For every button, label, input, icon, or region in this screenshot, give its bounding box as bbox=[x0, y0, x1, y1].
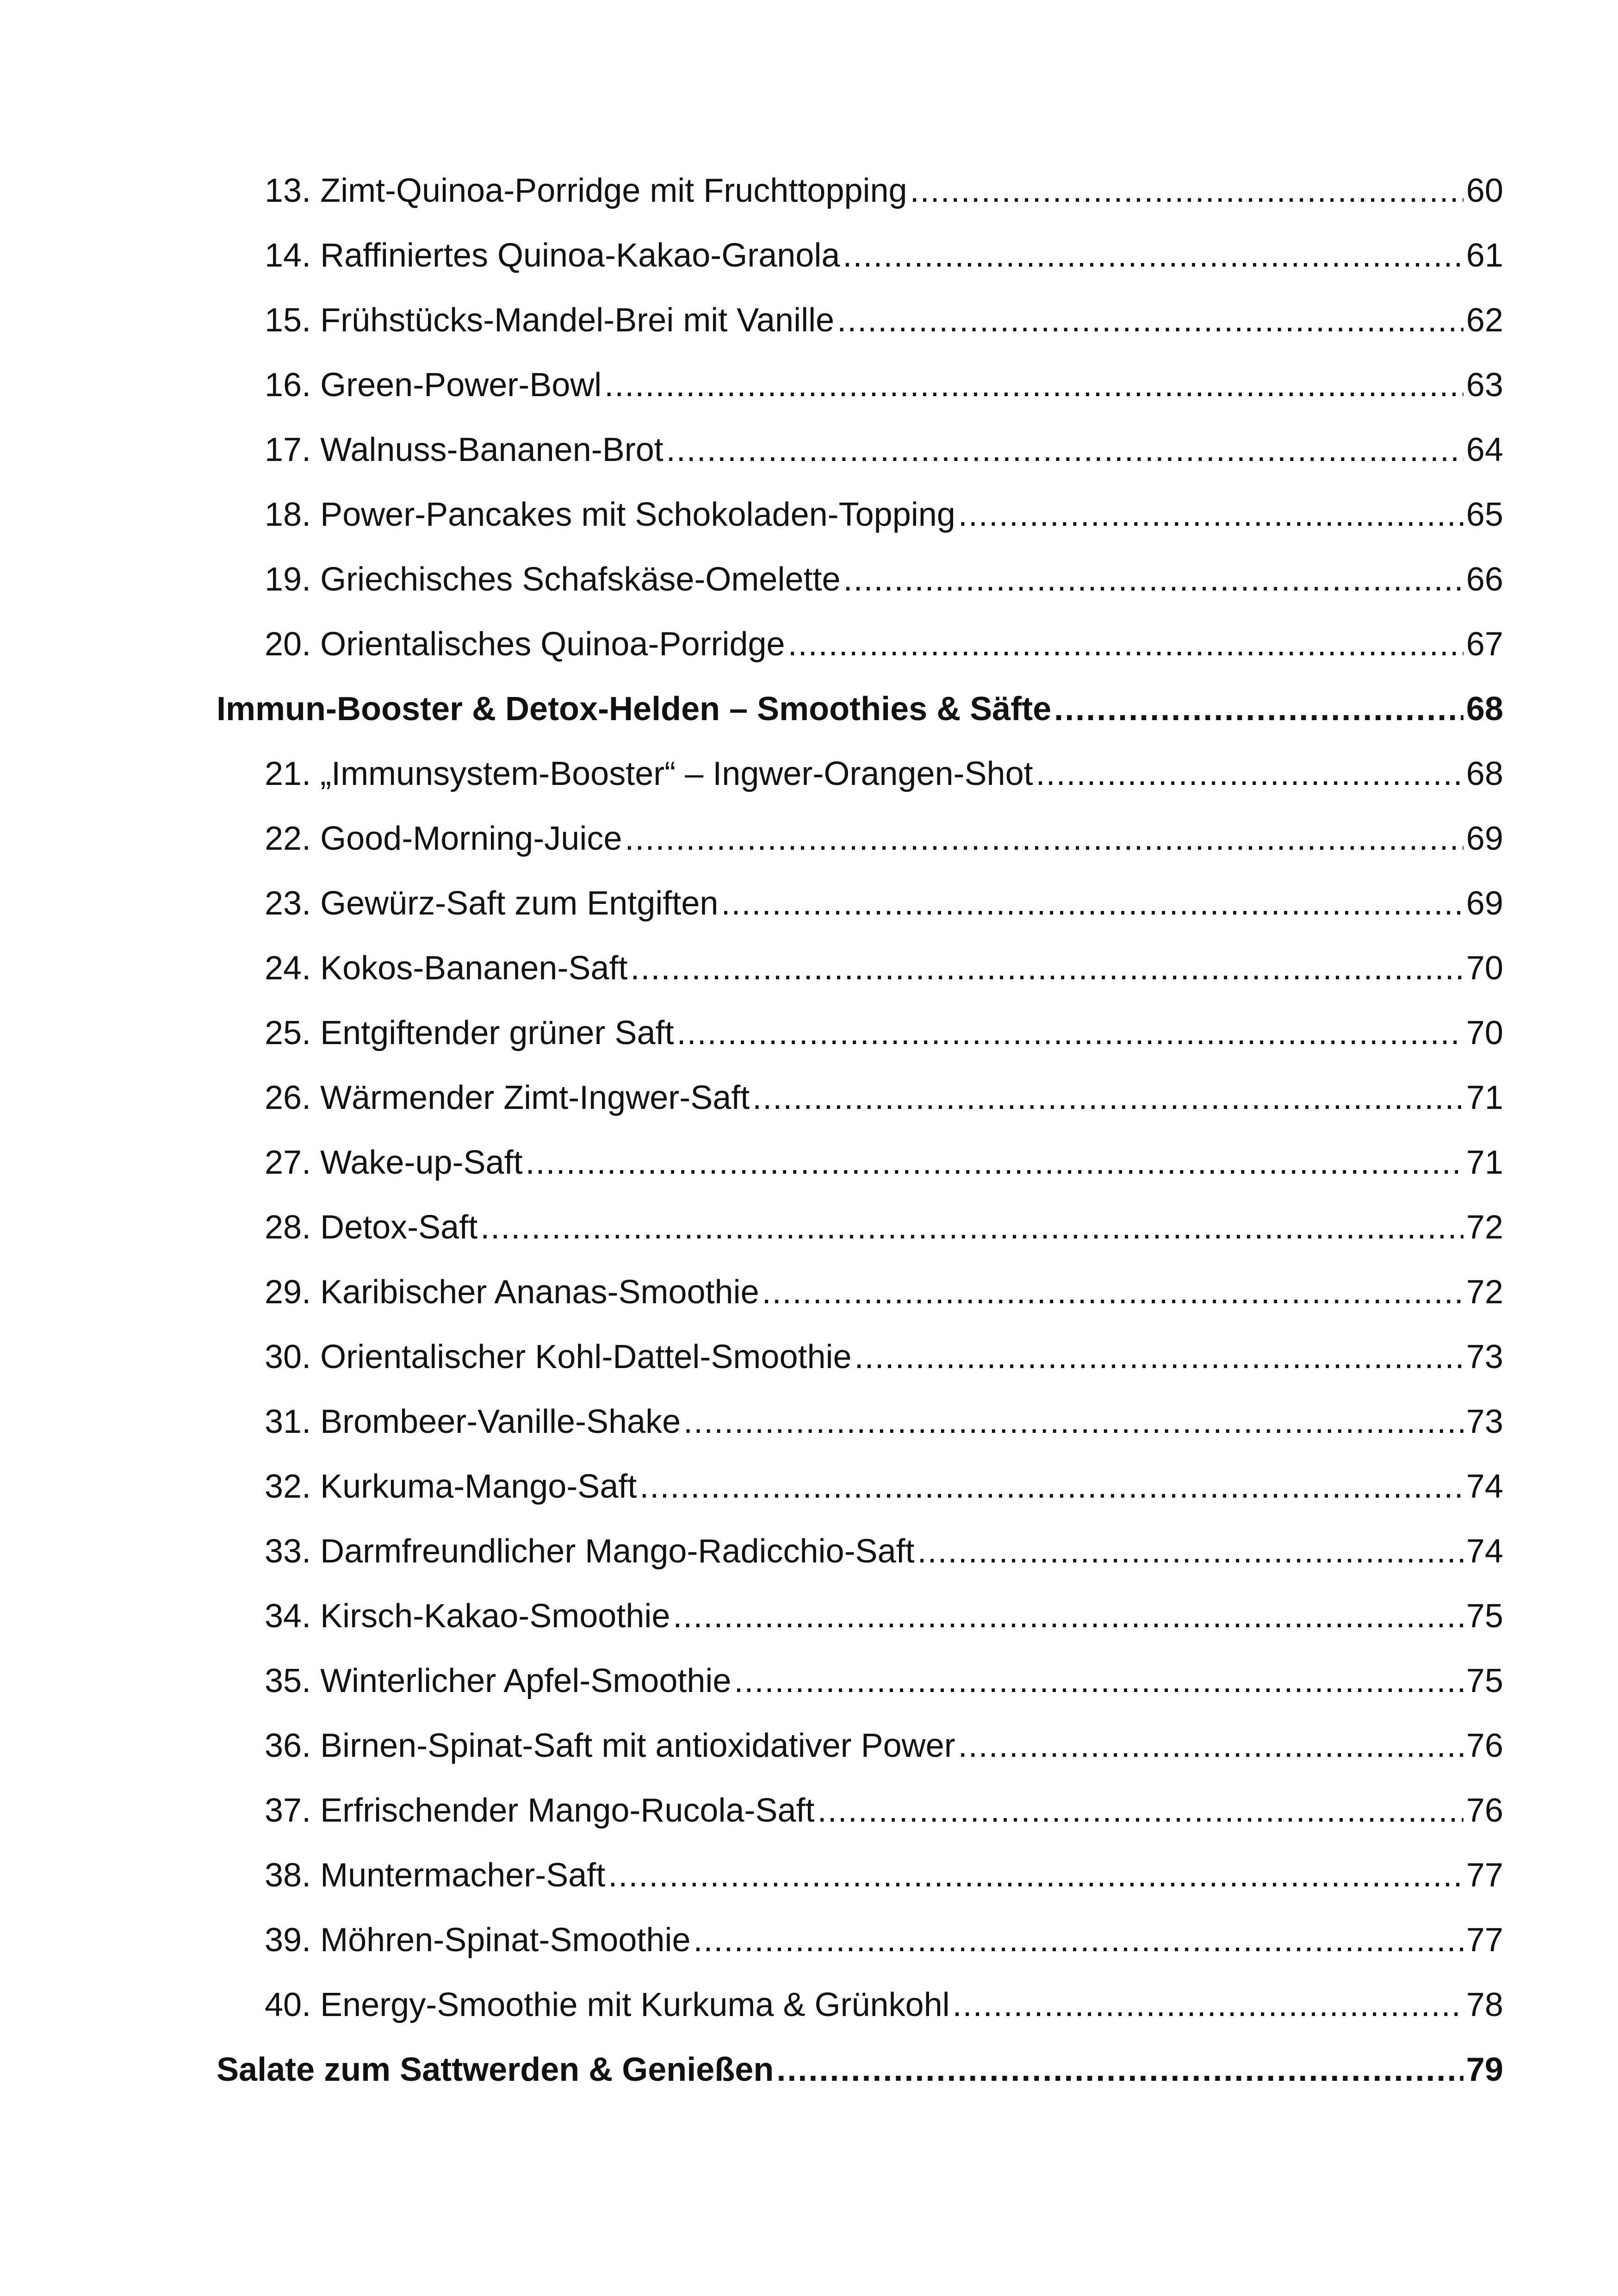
toc-page-number: 69 bbox=[1466, 885, 1503, 922]
toc-page-number: 74 bbox=[1466, 1533, 1503, 1570]
toc-dot-leader bbox=[721, 871, 1463, 936]
toc-entry bbox=[217, 806, 1503, 871]
toc-dot-leader bbox=[677, 1001, 1463, 1065]
toc-dot-leader bbox=[776, 2037, 1463, 2102]
toc-dot-leader bbox=[480, 1195, 1463, 1260]
toc-entry bbox=[217, 1130, 1503, 1195]
toc-entry-title: 15. Frühstücks-Mandel-Brei mit Vanille bbox=[265, 302, 835, 339]
toc-entry bbox=[217, 1454, 1503, 1519]
toc-entry-title: 32. Kurkuma-Mango-Saft bbox=[265, 1468, 637, 1505]
toc-entry bbox=[217, 612, 1503, 677]
toc-page-number: 63 bbox=[1466, 367, 1503, 404]
toc-entry bbox=[217, 936, 1503, 1001]
toc-entry-title: 35. Winterlicher Apfel-Smoothie bbox=[265, 1662, 732, 1699]
toc-section-heading bbox=[217, 2037, 1503, 2102]
toc-entry-title: 36. Birnen-Spinat-Saft mit antioxidativer Power bbox=[265, 1727, 955, 1764]
toc-entry bbox=[217, 353, 1503, 417]
toc-dot-leader bbox=[843, 547, 1463, 612]
table-of-contents bbox=[217, 158, 1503, 2102]
toc-entry bbox=[217, 1065, 1503, 1130]
toc-dot-leader bbox=[958, 1713, 1463, 1778]
toc-page-number: 76 bbox=[1466, 1792, 1503, 1829]
toc-dot-leader bbox=[752, 1065, 1463, 1130]
toc-dot-leader bbox=[917, 1519, 1463, 1584]
toc-entry bbox=[217, 1519, 1503, 1584]
toc-entry-title: 31. Brombeer-Vanille-Shake bbox=[265, 1403, 681, 1440]
toc-dot-leader bbox=[673, 1584, 1463, 1649]
toc-dot-leader bbox=[625, 806, 1463, 871]
toc-entry-title: Immun-Booster & Detox-Helden – Smoothies & Säfte bbox=[217, 691, 1052, 728]
toc-page-number: 67 bbox=[1466, 626, 1503, 663]
toc-entry bbox=[217, 158, 1503, 223]
toc-entry-title: 30. Orientalischer Kohl-Dattel-Smoothie bbox=[265, 1338, 852, 1375]
toc-page-number: 70 bbox=[1466, 1014, 1503, 1052]
toc-dot-leader bbox=[953, 1972, 1463, 2037]
toc-page-number: 62 bbox=[1466, 302, 1503, 339]
toc-entry bbox=[217, 1649, 1503, 1713]
toc-entry bbox=[217, 1260, 1503, 1325]
toc-dot-leader bbox=[910, 158, 1463, 223]
toc-dot-leader bbox=[666, 417, 1463, 482]
toc-dot-leader bbox=[631, 936, 1463, 1001]
toc-entry-title: 38. Muntermacher-Saft bbox=[265, 1857, 606, 1894]
toc-page-number: 76 bbox=[1466, 1727, 1503, 1764]
toc-entry-title: 26. Wärmender Zimt-Ingwer-Saft bbox=[265, 1079, 750, 1116]
toc-entry-title: Salate zum Sattwerden & Genießen bbox=[217, 2051, 774, 2088]
toc-page-number: 75 bbox=[1466, 1662, 1503, 1699]
toc-entry-title: 24. Kokos-Bananen-Saft bbox=[265, 950, 628, 987]
toc-entry-title: 29. Karibischer Ananas-Smoothie bbox=[265, 1274, 759, 1311]
toc-entry-title: 40. Energy-Smoothie mit Kurkuma & Grünkohl bbox=[265, 1986, 950, 2023]
toc-page-number: 78 bbox=[1466, 1986, 1503, 2023]
toc-dot-leader bbox=[683, 1389, 1463, 1454]
toc-dot-leader bbox=[1054, 677, 1463, 741]
toc-entry-title: 37. Erfrischender Mango-Rucola-Saft bbox=[265, 1792, 815, 1829]
toc-entry bbox=[217, 1389, 1503, 1454]
toc-entry bbox=[217, 1584, 1503, 1649]
toc-dot-leader bbox=[788, 612, 1463, 677]
toc-entry bbox=[217, 417, 1503, 482]
toc-entry bbox=[217, 871, 1503, 936]
toc-entry-title: 34. Kirsch-Kakao-Smoothie bbox=[265, 1598, 670, 1635]
toc-entry-title: 23. Gewürz-Saft zum Entgiften bbox=[265, 885, 719, 922]
toc-entry bbox=[217, 741, 1503, 806]
toc-page-number: 73 bbox=[1466, 1403, 1503, 1440]
toc-entry bbox=[217, 1972, 1503, 2037]
toc-entry-title: 22. Good-Morning-Juice bbox=[265, 820, 622, 857]
toc-page-number: 69 bbox=[1466, 820, 1503, 857]
toc-entry-title: 13. Zimt-Quinoa-Porridge mit Fruchttopping bbox=[265, 172, 907, 209]
toc-entry-title: 17. Walnuss-Bananen-Brot bbox=[265, 431, 663, 468]
toc-entry bbox=[217, 1843, 1503, 1908]
toc-entry bbox=[217, 1001, 1503, 1065]
toc-page-number: 70 bbox=[1466, 950, 1503, 987]
toc-dot-leader bbox=[855, 1325, 1463, 1389]
toc-entry bbox=[217, 1908, 1503, 1972]
toc-page-number: 65 bbox=[1466, 496, 1503, 533]
toc-entry-title: 18. Power-Pancakes mit Schokoladen-Topping bbox=[265, 496, 955, 533]
toc-page-number: 64 bbox=[1466, 431, 1503, 468]
toc-entry-title: 21. „Immunsystem-Booster“ – Ingwer-Orangen-Shot bbox=[265, 755, 1033, 792]
toc-entry-title: 14. Raffiniertes Quinoa-Kakao-Granola bbox=[265, 237, 840, 274]
toc-entry bbox=[217, 547, 1503, 612]
toc-entry bbox=[217, 1195, 1503, 1260]
toc-dot-leader bbox=[1036, 741, 1463, 806]
toc-page-number: 71 bbox=[1466, 1079, 1503, 1116]
toc-dot-leader bbox=[694, 1908, 1463, 1972]
toc-page-number: 75 bbox=[1466, 1598, 1503, 1635]
toc-dot-leader bbox=[818, 1778, 1463, 1843]
toc-dot-leader bbox=[958, 482, 1463, 547]
toc-dot-leader bbox=[734, 1649, 1463, 1713]
toc-page-number: 74 bbox=[1466, 1468, 1503, 1505]
toc-entry bbox=[217, 1778, 1503, 1843]
toc-entry-title: 28. Detox-Saft bbox=[265, 1209, 478, 1246]
toc-entry-title: 19. Griechisches Schafskäse-Omelette bbox=[265, 561, 841, 598]
toc-page-number: 77 bbox=[1466, 1857, 1503, 1894]
toc-page-number: 66 bbox=[1466, 561, 1503, 598]
toc-entry-title: 16. Green-Power-Bowl bbox=[265, 367, 602, 404]
toc-page-number: 79 bbox=[1466, 2051, 1503, 2088]
toc-dot-leader bbox=[608, 1843, 1463, 1908]
toc-entry-title: 20. Orientalisches Quinoa-Porridge bbox=[265, 626, 785, 663]
toc-entry bbox=[217, 288, 1503, 353]
toc-page-number: 73 bbox=[1466, 1338, 1503, 1375]
toc-entry-title: 27. Wake-up-Saft bbox=[265, 1144, 523, 1181]
toc-dot-leader bbox=[639, 1454, 1463, 1519]
toc-entry-title: 33. Darmfreundlicher Mango-Radicchio-Saft bbox=[265, 1533, 915, 1570]
toc-page-number: 72 bbox=[1466, 1209, 1503, 1246]
toc-page-number: 61 bbox=[1466, 237, 1503, 274]
toc-entry-title: 39. Möhren-Spinat-Smoothie bbox=[265, 1922, 691, 1959]
toc-page-number: 60 bbox=[1466, 172, 1503, 209]
toc-dot-leader bbox=[762, 1260, 1463, 1325]
toc-section-heading bbox=[217, 677, 1503, 741]
toc-dot-leader bbox=[843, 223, 1463, 288]
toc-page-number: 77 bbox=[1466, 1922, 1503, 1959]
toc-entry-title: 25. Entgiftender grüner Saft bbox=[265, 1014, 674, 1052]
toc-dot-leader bbox=[604, 353, 1463, 417]
toc-entry bbox=[217, 1713, 1503, 1778]
toc-page-number: 72 bbox=[1466, 1274, 1503, 1311]
toc-entry bbox=[217, 482, 1503, 547]
toc-page-number: 71 bbox=[1466, 1144, 1503, 1181]
toc-page-number: 68 bbox=[1466, 691, 1503, 728]
toc-entry bbox=[217, 223, 1503, 288]
toc-page-number: 68 bbox=[1466, 755, 1503, 792]
toc-entry bbox=[217, 1325, 1503, 1389]
toc-dot-leader bbox=[526, 1130, 1463, 1195]
toc-dot-leader bbox=[837, 288, 1463, 353]
